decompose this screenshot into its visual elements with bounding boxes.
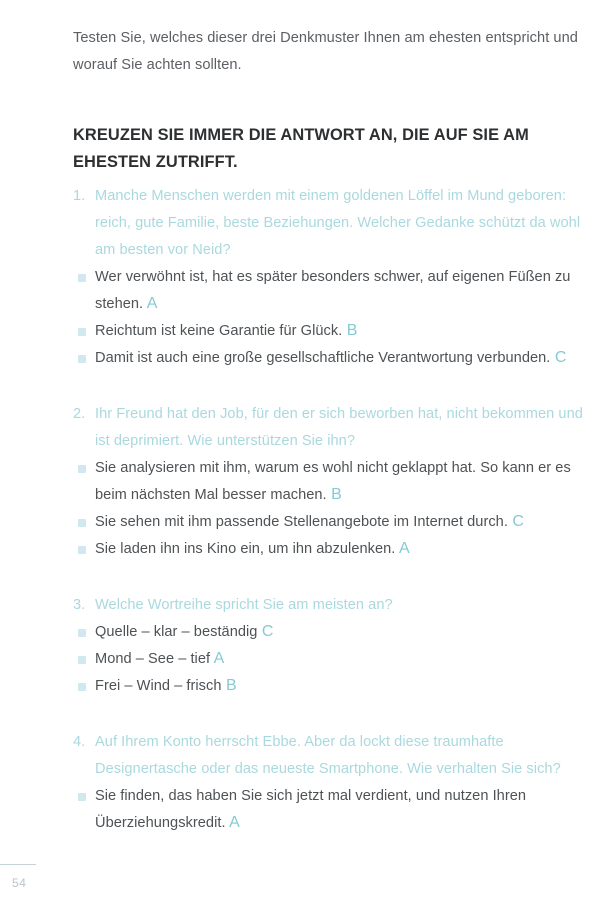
question-number: 2.	[73, 406, 86, 422]
checkbox-icon[interactable]	[78, 683, 86, 691]
answer-letter: A	[398, 540, 410, 557]
question-text: Welche Wortreihe spricht Sie am meisten an?	[95, 597, 393, 613]
answer-letter: C	[512, 513, 524, 530]
answer-option[interactable]	[0, 619, 616, 646]
answer-option[interactable]	[0, 455, 616, 509]
section-heading: KREUZEN SIE IMMER DIE ANTWORT AN, DIE AUF SIE AM EHESTEN ZUTRIFFT.	[73, 125, 529, 171]
answer-option[interactable]	[0, 264, 616, 318]
checkbox-icon[interactable]	[78, 465, 86, 473]
answer-option[interactable]	[0, 536, 616, 563]
question-block	[0, 183, 616, 372]
page-number: 54	[12, 876, 27, 890]
checkbox-icon[interactable]	[78, 328, 86, 336]
answer-text: Sie laden ihn ins Kino ein, um ihn abzulenken.	[95, 541, 396, 557]
answer-letter: A	[229, 814, 240, 831]
question-number: 1.	[73, 188, 86, 204]
question-number: 3.	[73, 597, 86, 613]
answer-letter: A	[213, 650, 225, 667]
checkbox-icon[interactable]	[78, 629, 86, 637]
answer-text: Sie sehen mit ihm passende Stellenangebote im Internet durch.	[95, 514, 508, 530]
checkbox-icon[interactable]	[78, 656, 86, 664]
quiz-list	[0, 183, 616, 837]
answer-option[interactable]	[0, 673, 616, 700]
checkbox-icon[interactable]	[78, 274, 86, 282]
question-block	[0, 401, 616, 563]
answer-letter: A	[146, 295, 158, 312]
checkbox-icon[interactable]	[78, 355, 86, 363]
question-row	[0, 183, 616, 264]
answer-option[interactable]	[0, 345, 616, 372]
question-block	[0, 729, 616, 837]
answer-option[interactable]	[0, 783, 616, 837]
footer-divider	[0, 864, 36, 865]
question-row	[0, 592, 616, 619]
question-row	[0, 729, 616, 783]
answer-text: Sie finden, das haben Sie sich jetzt mal verdient, und nutzen Ihren Überziehungskredit.	[95, 788, 527, 831]
answer-letter: C	[554, 349, 567, 366]
answer-list	[0, 264, 616, 372]
answer-letter: C	[261, 623, 274, 640]
answer-text: Reichtum ist keine Garantie für Glück.	[95, 323, 343, 339]
answer-list	[0, 783, 616, 837]
question-number: 4.	[73, 734, 86, 750]
answer-letter: B	[331, 486, 342, 503]
answer-letter: B	[346, 322, 358, 339]
answer-text: Sie analysieren mit ihm, warum es wohl nicht geklappt hat. So kann er es beim nächsten Mal besser machen.	[95, 460, 571, 503]
question-row	[0, 401, 616, 455]
intro-paragraph: Testen Sie, welches dieser drei Denkmuster Ihnen am ehesten entspricht und worauf Sie achten sollten.	[73, 29, 578, 73]
answer-text: Mond – See – tief	[95, 651, 211, 667]
answer-text: Quelle – klar – beständig	[95, 624, 258, 640]
question-text: Ihr Freund hat den Job, für den er sich beworben hat, nicht bekommen und ist deprimiert. Wie unterstützen Sie ihn?	[95, 406, 583, 449]
answer-text: Frei – Wind – frisch	[95, 678, 222, 694]
answer-list	[0, 455, 616, 563]
question-block	[0, 592, 616, 700]
answer-text: Wer verwöhnt ist, hat es später besonders schwer, auf eigenen Füßen zu stehen.	[95, 269, 571, 312]
answer-option[interactable]	[0, 509, 616, 536]
question-text: Auf Ihrem Konto herrscht Ebbe. Aber da lockt diese traumhafte Designertasche oder das neueste Smartphone. Wie verhalten Sie sich?	[95, 734, 561, 777]
checkbox-icon[interactable]	[78, 519, 86, 527]
checkbox-icon[interactable]	[78, 793, 86, 801]
answer-list	[0, 619, 616, 700]
answer-option[interactable]	[0, 646, 616, 673]
answer-letter: B	[225, 677, 237, 694]
answer-text: Damit ist auch eine große gesellschaftliche Verantwortung verbunden.	[95, 350, 551, 366]
answer-option[interactable]	[0, 318, 616, 345]
question-text: Manche Menschen werden mit einem goldenen Löffel im Mund geboren: reich, gute Familie, beste Beziehungen. Welcher Gedanke schützt da wohl am besten vor Neid?	[95, 188, 581, 258]
checkbox-icon[interactable]	[78, 546, 86, 554]
